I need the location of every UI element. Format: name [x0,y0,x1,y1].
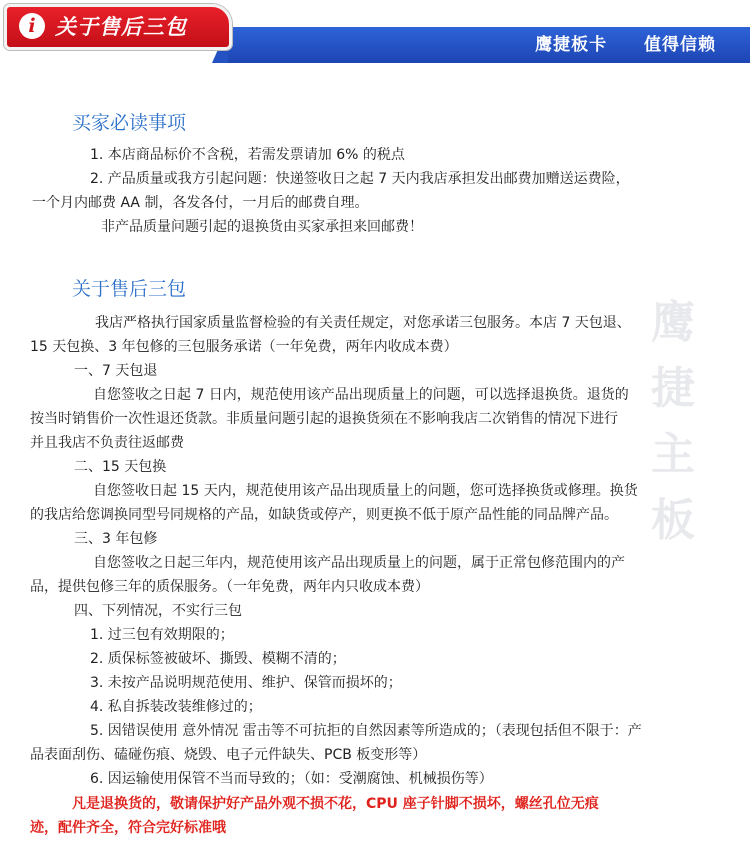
section-7-day-return-title: 一、7 天包退 [74,363,158,379]
header-tagline [535,27,716,63]
exclusion-item: 3. 未按产品说明规范使用、维护、保管而损坏的； [90,675,402,691]
watermark-char: 板 [651,495,695,546]
tagline-brand: 鹰捷板卡 [535,35,608,55]
header-title-tab [4,4,232,50]
tagline-slogan: 值得信赖 [644,35,716,55]
section-3-year-line: 品，提供包修三年的质保服务。（一年免费，两年内只收成本费） [30,579,429,595]
section-15-day-line: 自您签收日起 15 天内，规范使用该产品出现质量上的问题，您可选择换货或修理。换货 [93,483,638,499]
section-exclusions-title: 四、下列情况，不实行三包 [74,603,242,619]
section-7-day-line: 并且我店不负责往返邮费 [30,435,184,451]
warranty-title: 关于售后三包 [72,278,187,300]
warranty-intro-line: 15 天包换、3 年包修的三包服务承诺（一年免费，两年内收成本费） [30,339,458,355]
buyer-notice-line: 2. 产品质量或我方引起问题：快递签收日之起 7 天内我店承担发出邮费加赠送运费险， [90,171,630,187]
exclusion-item: 4. 私自拆装改装维修过的； [90,699,262,715]
header-blue-band [228,27,750,63]
header-title: 关于售后三包 [55,14,187,39]
section-3-year-repair-title: 三、3 年包修 [74,531,158,547]
buyer-notice-line: 一个月内邮费 AA 制，各发各付，一月后的邮费自理。 [32,195,369,211]
return-condition-notice: 凡是退换货的，敬请保护好产品外观不损不花，CPU 座子针脚不损坏，螺丝孔位无痕 [72,796,599,812]
info-icon: i [19,13,45,39]
section-15-day-exchange-title: 二、15 天包换 [74,459,167,475]
buyer-notice-title: 买家必读事项 [72,112,187,134]
watermark [638,290,708,554]
header-banner [0,0,750,64]
watermark-char: 鹰 [651,297,695,348]
buyer-notice-line: 非产品质量问题引起的退换货由买家承担来回邮费！ [101,219,423,235]
watermark-char: 捷 [651,363,695,414]
return-condition-notice: 迹，配件齐全，符合完好标准哦 [30,820,226,836]
exclusion-item: 1. 过三包有效期限的； [90,627,234,643]
section-15-day-line: 的我店给您调换同型号同规格的产品，如缺货或停产，则更换不低于原产品性能的同品牌产品。 [30,507,618,523]
exclusion-item: 5. 因错误使用 意外情况 雷击等不可抗拒的自然因素等所造成的；（表现包括但不限于：产 [90,723,642,739]
section-3-year-line: 自您签收之日起三年内，规范使用该产品出现质量上的问题，属于正常包修范围内的产 [93,555,625,571]
section-7-day-line: 自您签收之日起 7 日内，规范使用该产品出现质量上的问题，可以选择退换货。退货的 [93,387,629,403]
exclusion-item: 品表面刮伤、磕碰伤痕、烧毁、电子元件缺失、PCB 板变形等） [30,747,427,763]
buyer-notice-line: 1. 本店商品标价不含税，若需发票请加 6% 的税点 [90,147,405,163]
exclusion-item: 6. 因运输使用保管不当而导致的；（如：受潮腐蚀、机械损伤等） [90,771,493,787]
section-7-day-line: 按当时销售价一次性退还货款。非质量问题引起的退换货须在不影响我店二次销售的情况下进行 [30,411,618,427]
exclusion-item: 2. 质保标签被破坏、撕毁、模糊不清的； [90,651,346,667]
warranty-intro-line: 我店严格执行国家质量监督检验的有关责任规定，对您承诺三包服务。本店 7 天包退、 [95,315,631,331]
watermark-char: 主 [651,429,695,480]
